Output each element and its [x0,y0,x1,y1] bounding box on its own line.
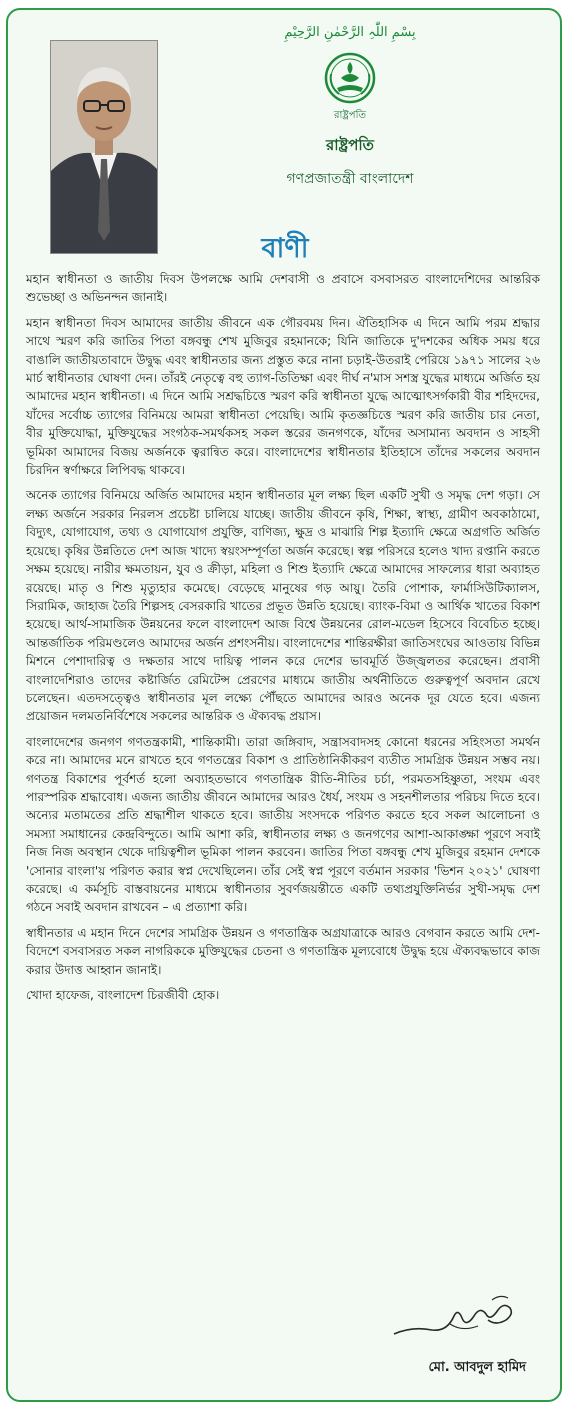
office-title: রাষ্ট্রপতি [326,136,374,154]
message-heading: বাণী [261,233,309,264]
paragraph: অনেক ত্যাগের বিনিময়ে অর্জিত আমাদের মহান স্বাধীনতার মূল লক্ষ্য ছিল একটি সুখী ও সমৃদ্ধ দেশ গড়া। সে লক্ষ্য অর্জনে সরকার নিরলস প্রচেষ্টা চালিয়ে যাচ্ছে। জাতীয় জীবনে কৃষি, শিক্ষা, স্বাস্থ্য, গ্রামীণ অবকাঠামো, বিদ্যুৎ, যোগাযোগ, তথ্য ও যোগাযোগ প্রযুক্তি, বাণিজ্য, ক্ষুদ্র ও মাঝারি শিল্প ইত্যাদি ক্ষেত্রে অগ্রগতি অর্জিত হয়েছে। কৃষির উন্নতিতে দেশ আজ খাদ্যে স্বয়ংসম্পূর্ণতা অর্জন করেছে। স্বল্প পরিসরে হলেও খাদ্য রপ্তানি করতে সক্ষম হয়েছে। নারীর ক্ষমতায়ন, যুব ও ক্রীড়া, মহিলা ও শিশু ইত্যাদি ক্ষেত্রে আমাদের সাফল্যের ধারা অব্যাহত রয়েছে। মাতৃ ও শিশু মৃত্যুহার কমেছে। বেড়েছে মানুষের গড় আয়ু। তৈরি পোশাক, ফার্মাসিউটিক্যালস, সিরামিক, জাহাজ তৈরি শিল্পসহ বেসরকারি খাতের প্রভূত উন্নতি হয়েছে। ব্যাংক-বিমা ও আর্থিক খাতের বিকাশ হয়েছে। আর্থ-সামাজিক উন্নয়নের ফলে বাংলাদেশ আজ বিশ্বে উন্নয়নের রোল-মডেল হিসেবে বিবেচিত হচ্ছে। আন্তর্জাতিক পরিমণ্ডলেও আমাদের অর্জন প্রশংসনীয়। বাংলাদেশের শান্তিরক্ষীরা জাতিসংঘের আওতায় বিভিন্ন মিশনে পেশাদারিত্ব ও দক্ষতার সাথে দায়িত্ব পালন করে দেশের ভাবমূর্তি উজ্জ্বলতর করেছেন। প্রবাসী বাংলাদেশিরাও তাদের কষ্টার্জিত রেমিটেন্স প্রেরণের মাধ্যমে জাতীয় অর্থনীতিতে গুরুত্বপূর্ণ অবদান রেখে চলেছেন। এতদসত্ত্বেও স্বাধীনতার মূল লক্ষ্যে পৌঁছতে আমাদের আরও অনেক দূর যেতে হবে। এজন্য প্রয়োজন দলমতনির্বিশেষে সকলের আন্তরিক ও ঐক্যবদ্ধ প্রয়াস। [26,488,540,724]
country-name: গণপ্রজাতন্ত্রী বাংলাদেশ [286,171,414,187]
paragraph: খোদা হাফেজ, বাংলাদেশ চিরজীবী হোক। [26,988,220,1003]
portrait-illustration [51,41,157,253]
handwritten-signature [392,1286,522,1344]
portrait-photo [50,40,158,254]
message-body [26,270,540,1011]
paragraph: মহান স্বাধীনতা ও জাতীয় দিবস উপলক্ষে আমি দেশবাসী ও প্রবাসে বসবাসরত বাংলাদেশিদের আন্তরিক শুভেচ্ছা ও অভিনন্দন জানাই। [26,272,540,305]
national-emblem-icon [317,48,383,114]
emblem-caption: রাষ্ট্রপতি [334,110,366,121]
paragraph: স্বাধীনতার এ মহান দিনে দেশের সামগ্রিক উন্নয়ন ও গণতান্ত্রিক অগ্রযাত্রাকে আরও বেগবান করতে আমি দেশ-বিদেশে বসবাসরত সকল নাগরিককে মুক্তিযুদ্ধের চেতনা ও গণতান্ত্রিক মূল্যবোধে উদ্বুদ্ধ হয়ে ঐক্যবদ্ধভাবে কাজ করার উদাত্ত আহ্বান জানাই। [26,925,540,977]
paragraph: মহান স্বাধীনতা দিবস আমাদের জাতীয় জীবনে এক গৌরবময় দিন। ঐতিহাসিক এ দিনে আমি পরম শ্রদ্ধার সাথে স্মরণ করি জাতির পিতা বঙ্গবন্ধু শেখ মুজিবুর রহমানকে; যিনি জাতিকে দু'দশকের অধিক সময় ধরে বাঙালি জাতীয়তাবাদে উদ্বুদ্ধ এবং স্বাধীনতার জন্য প্রস্তুত করে নানা চড়াই-উতরাই পেরিয়ে ১৯৭১ সালের ২৬ মার্চ স্বাধীনতার ঘোষণা দেন। তাঁরই নেতৃত্বে বহু ত্যাগ-তিতিক্ষা এবং দীর্ঘ ন'মাস সশস্ত্র যুদ্ধের মাধ্যমে অর্জিত হয় আমাদের মহান স্বাধীনতা। এ দিনে আমি সশ্রদ্ধচিত্তে স্মরণ করি স্বাধীনতা যুদ্ধে আত্মোৎসর্গকারী বীর শহিদদের, যাঁদের সর্বোচ্চ ত্যাগের বিনিময়ে আমরা স্বাধীনতা পেয়েছি। আমি কৃতজ্ঞচিত্তে স্মরণ করি জাতীয় চার নেতা, বীর মুক্তিযোদ্ধা, মুক্তিযুদ্ধের সংগঠক-সমর্থকসহ সকল স্তরের জনগণকে, যাঁদের অসামান্য অবদান ও সাহসী ভূমিকা আমাদের বিজয় অর্জনকে ত্বরান্বিত করে। বাংলাদেশের স্বাধীনতার ইতিহাসে তাঁদের সকলের অবদান চিরদিন স্বর্ণাক্ষরে লিপিবদ্ধ থাকবে। [26,315,540,478]
signatory-name: মো. আবদুল হামিদ [428,1360,526,1375]
office-header [270,24,430,191]
paragraph: বাংলাদেশের জনগণ গণতন্ত্রকামী, শান্তিকামী। তারা জঙ্গিবাদ, সন্ত্রাসবাদসহ কোনো ধরনের সহিংসতা সমর্থন করে না। আমাদের মনে রাখতে হবে গণতন্ত্রের বিকাশ ও প্রাতিষ্ঠানিকীকরণ ব্যতীত সামগ্রিক উন্নয়ন সম্ভব নয়। গণতন্ত্র বিকাশের পূর্বশর্ত হলো অব্যাহতভাবে গণতান্ত্রিক রীতি-নীতির চর্চা, পরমতসহিষ্ণুতা, সংযম এবং পারস্পরিক শ্রদ্ধাবোধ। এজন্য জাতীয় জীবনে আমাদের আরও ধৈর্য, সংযম ও সহনশীলতার পরিচয় দিতে হবে। অন্যের মতামতের প্রতি শ্রদ্ধাশীল থাকতে হবে। জাতীয় সংসদকে পরিণত করতে হবে সকল আলোচনা ও সমস্যা সমাধানের কেন্দ্রবিন্দুতে। আমি আশা করি, স্বাধীনতার লক্ষ্য ও জনগণের আশা-আকাঙ্ক্ষা পূরণে সবাই নিজ নিজ অবস্থান থেকে দায়িত্বশীল ভূমিকা পালন করবেন। জাতির পিতা বঙ্গবন্ধু শেখ মুজিবুর রহমান দেশকে 'সোনার বাংলা'য় পরিণত করার স্বপ্ন দেখেছিলেন। তাঁর সেই স্বপ্ন পূরণে বর্তমান সরকার 'ভিশন ২০২১' ঘোষণা করেছে। এ কর্মসূচি বাস্তবায়নের মাধ্যমে স্বাধীনতার সুবর্ণজয়ন্তীতে একটি তথ্যপ্রযুক্তিনির্ভর সুখী-সমৃদ্ধ দেশ গঠনে সবাই অবদান রাখবেন – এ প্রত্যাশা করি। [26,734,540,915]
bismillah-calligraphy: بِسْمِ اللّٰہِ الرَّحْمٰنِ الرَّحِیْمِ [284,25,416,40]
